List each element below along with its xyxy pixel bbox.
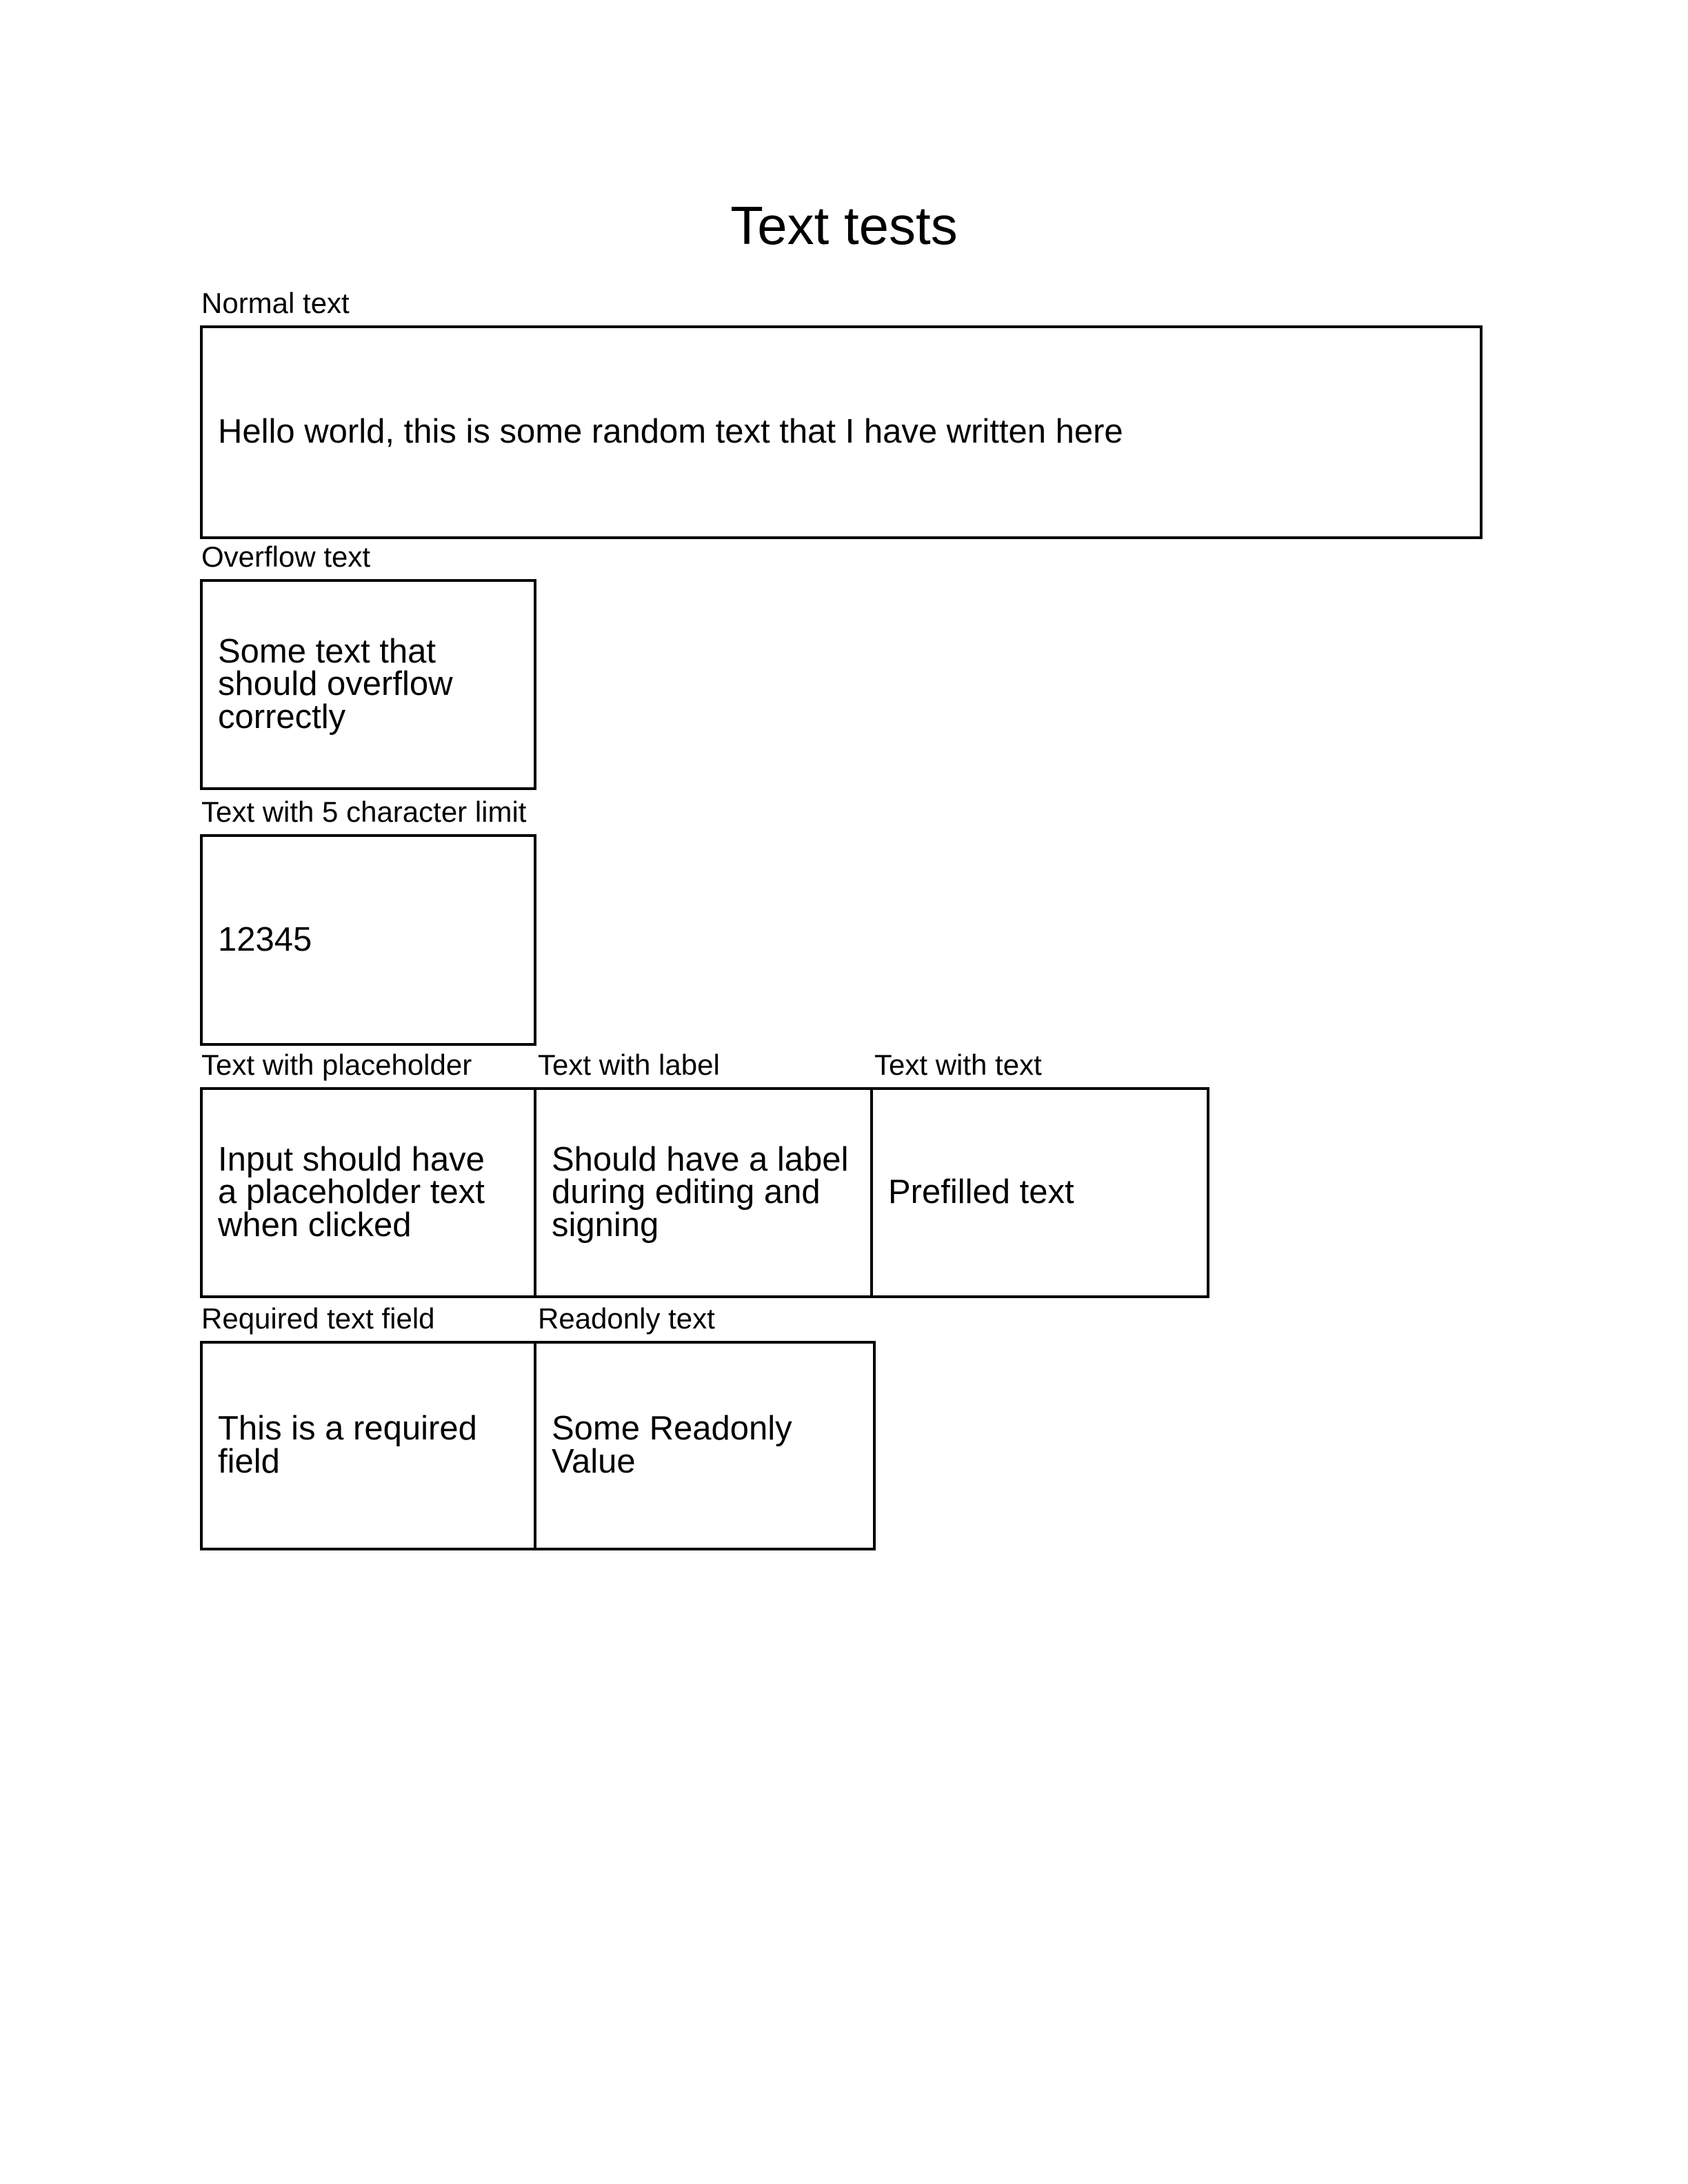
required-text-field[interactable] bbox=[200, 1341, 536, 1550]
placeholder-text-label: Text with placeholder bbox=[201, 1049, 472, 1081]
readonly-text-value: Some Readonly Value bbox=[552, 1410, 792, 1480]
required-text-value: This is a required field bbox=[218, 1410, 477, 1480]
overflow-text-field[interactable] bbox=[200, 579, 536, 790]
labeled-text-label: Text with label bbox=[538, 1049, 720, 1081]
prefilled-text-value: Prefilled text bbox=[888, 1173, 1074, 1211]
char-limit-text-value: 12345 bbox=[218, 920, 312, 958]
placeholder-text-field[interactable] bbox=[200, 1087, 536, 1298]
required-text-label: Required text field bbox=[201, 1302, 435, 1335]
normal-text-field[interactable] bbox=[200, 325, 1483, 539]
labeled-text-field[interactable] bbox=[534, 1087, 876, 1298]
normal-text-value: Hello world, this is some random text that I have written here bbox=[218, 413, 1123, 451]
labeled-text-value: Should have a label during editing and signing bbox=[552, 1140, 849, 1244]
normal-text-label: Normal text bbox=[201, 287, 350, 319]
char-limit-text-field[interactable] bbox=[200, 834, 536, 1046]
readonly-text-label: Readonly text bbox=[538, 1302, 715, 1335]
char-limit-text-label: Text with 5 character limit bbox=[201, 796, 527, 828]
page-title: Text tests bbox=[730, 195, 958, 256]
readonly-text-field bbox=[534, 1341, 876, 1550]
prefilled-text-field[interactable] bbox=[870, 1087, 1209, 1298]
placeholder-text-value: Input should have a placeholder text when clicked bbox=[218, 1140, 485, 1244]
prefilled-text-label: Text with text bbox=[874, 1049, 1042, 1081]
overflow-text-value: Some text that should overflow correctly bbox=[218, 632, 453, 736]
overflow-text-label: Overflow text bbox=[201, 540, 371, 573]
